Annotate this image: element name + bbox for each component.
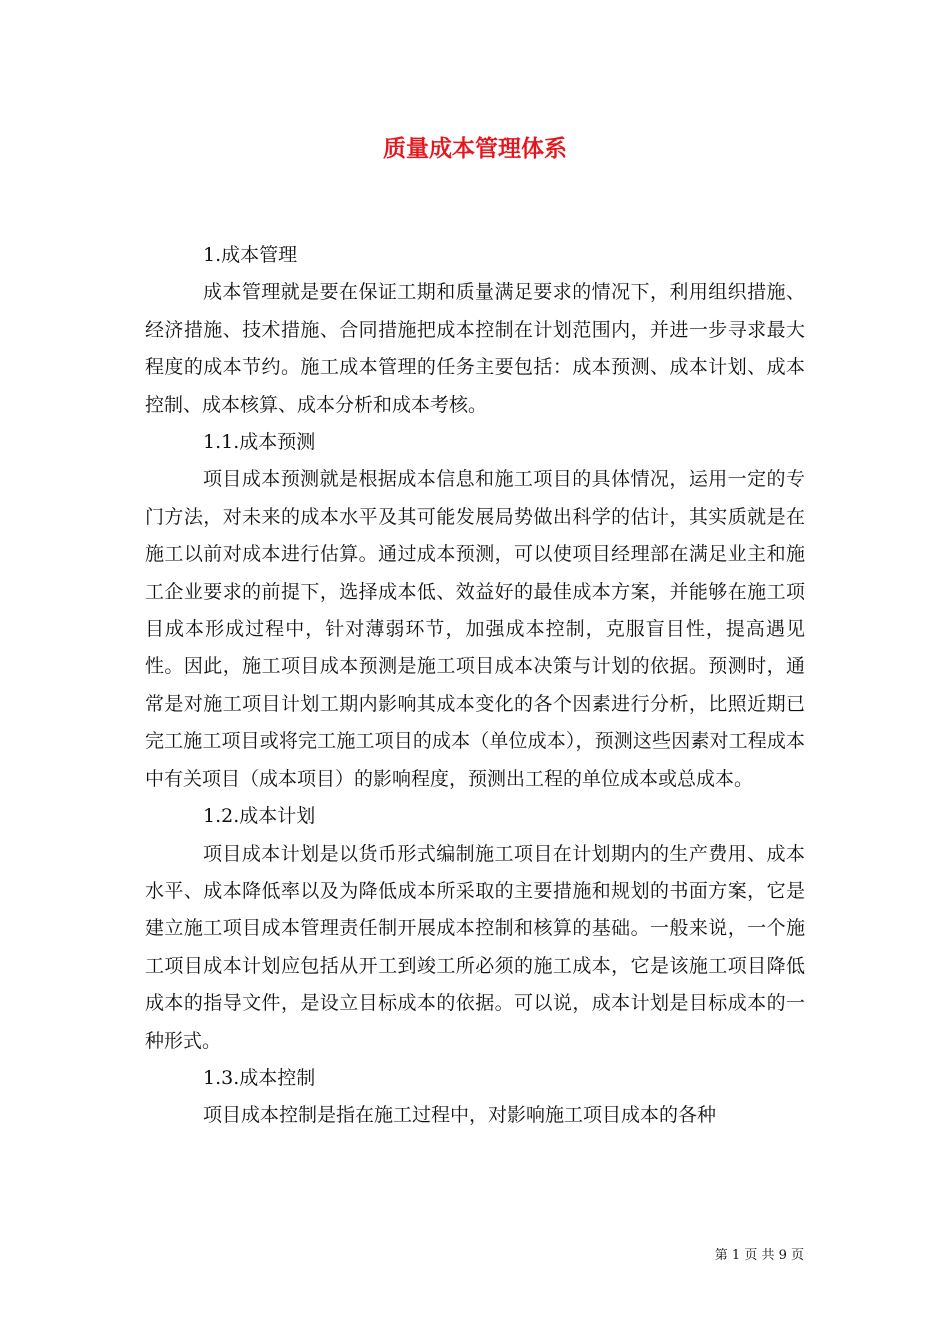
- document-title: 质量成本管理体系: [383, 135, 567, 162]
- section-cost-plan: [145, 798, 805, 1060]
- section-paragraph: 成本管理就是要在保证工期和质量满足要求的情况下，利用组织措施、经济措施、技术措施、合同措施把成本控制在计划范围内，并进一步寻求最大程度的成本节约。施工成本管理的任务主要包括：成本预测、成本计划、成本控制、成本核算、成本分析和成本考核。: [145, 281, 805, 416]
- section-paragraph: 项目成本预测就是根据成本信息和施工项目的具体情况，运用一定的专门方法，对未来的成本水平及其可能发展局势做出科学的估计，其实质就是在施工以前对成本进行估算。通过成本预测，可以使项目经理部在满足业主和施工企业要求的前提下，选择成本低、效益好的最佳成本方案，并能够在施工项目成本形成过程中，针对薄弱环节，加强成本控制，克服盲目性，提高遇见性。因此，施工项目成本预测是施工项目成本决策与计划的依据。预测时，通常是对施工项目计划工期内影响其成本变化的各个因素进行分析，比照近期已完工施工项目或将完工施工项目的成本（单位成本），预测这些因素对工程成本中有关项目（成本项目）的影响程度，预测出工程的单位成本或总成本。: [145, 468, 805, 790]
- section-paragraph: 项目成本计划是以货币形式编制施工项目在计划期内的生产费用、成本水平、成本降低率以及为降低成本所采取的主要措施和规划的书面方案，它是建立施工项目成本管理责任制开展成本控制和核算的基础。一般来说，一个施工项目成本计划应包括从开工到竣工所必须的施工成本，它是该施工项目降低成本的指导文件，是设立目标成本的依据。可以说，成本计划是目标成本的一种形式。: [145, 842, 805, 1052]
- section-heading: 1.3.成本控制: [203, 1066, 316, 1089]
- section-heading: 1.2.成本计划: [203, 805, 316, 828]
- section-cost-management: [145, 237, 805, 424]
- page-number: 第 1 页 共 9 页: [714, 1248, 804, 1263]
- section-cost-control: [145, 1060, 805, 1135]
- section-paragraph: 项目成本控制是指在施工过程中，对影响施工项目成本的各种: [203, 1104, 717, 1127]
- section-heading: 1.成本管理: [203, 244, 298, 266]
- section-heading: 1.1.成本预测: [203, 431, 316, 454]
- document-body: [145, 237, 805, 1135]
- section-cost-forecast: [145, 424, 805, 798]
